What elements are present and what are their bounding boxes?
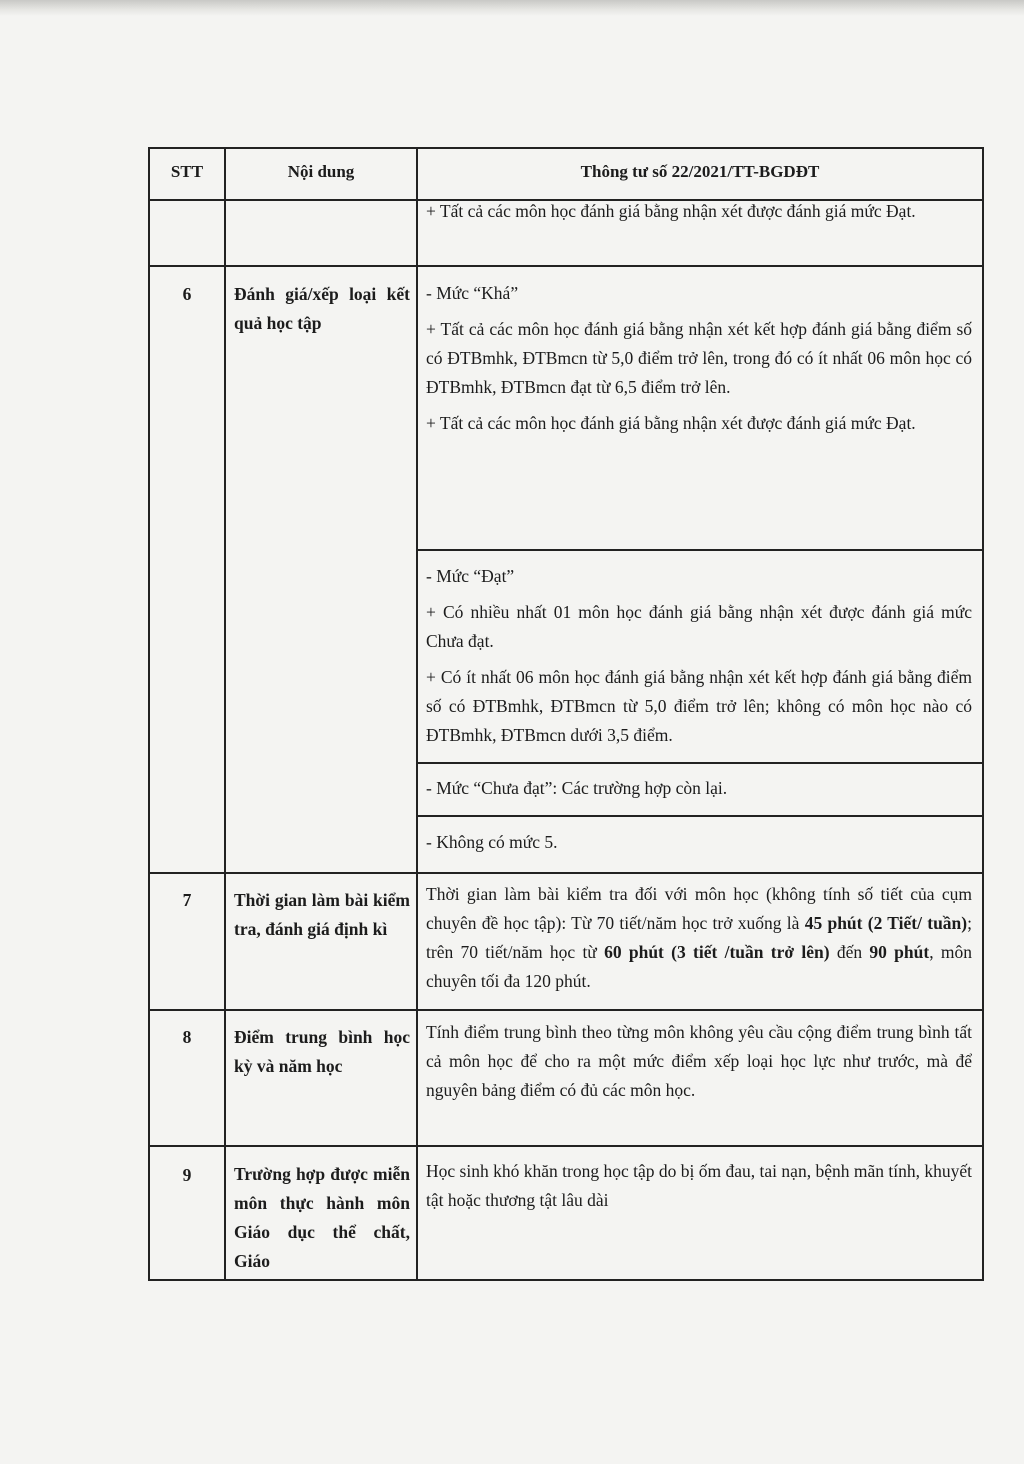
column-divider-stt: [224, 147, 226, 1281]
row9-text: Học sinh khó khăn trong học tập do bị ốm đau, tai nạn, bệnh mãn tính, khuyết tật hoặc thương tật lâu dài: [426, 1161, 972, 1210]
row8-topic: Điểm trung bình học kỳ và năm học: [234, 1027, 410, 1076]
scan-edge: [0, 0, 1024, 16]
row8-text: Tính điểm trung bình theo từng môn không yêu cầu cộng điểm trung bình tất cả môn học để cho ra một mức điểm xếp loại học lực như trước, mà để nguyên bảng điểm có đủ các môn học.: [426, 1022, 972, 1100]
table-border-right: [982, 147, 984, 1281]
row7-bold-90-phut: 90 phút: [869, 942, 930, 962]
row7-text-part-4: , môn chuyên tối đa 120 phút.: [426, 942, 972, 991]
row8-stt: 8: [182, 1027, 192, 1047]
row6-stt: 6: [182, 284, 192, 304]
row6-muc5-block: [426, 828, 972, 857]
dat-criterion-1: + Có nhiều nhất 01 môn học đánh giá bằng nhận xét được đánh giá mức Chưa đạt.: [426, 602, 972, 651]
row-divider-8: [148, 1009, 984, 1011]
header-noi-dung: Nội dung: [287, 162, 355, 181]
subrow-divider-muc5: [416, 815, 984, 817]
row-divider-6: [148, 265, 984, 267]
row9-topic: Trường hợp được miễn môn thực hành môn Giáo dục thể chất, Giáo: [234, 1164, 410, 1271]
subrow-divider-chua-dat: [416, 762, 984, 764]
dat-title: - Mức “Đạt”: [426, 566, 515, 586]
kha-criterion-2: + Tất cả các môn học đánh giá bằng nhận xét được đánh giá mức Đạt.: [426, 413, 916, 433]
row6-kha-block: [426, 279, 972, 438]
row-divider-7: [148, 872, 984, 874]
row7-bold-60-phut: 60 phút (3 tiết /tuần trở lên): [604, 942, 830, 962]
row9-content: [426, 1157, 972, 1215]
column-divider-topic: [416, 147, 418, 1281]
row7-text: [426, 880, 972, 996]
row7-content: [426, 880, 972, 996]
table-border-top: [148, 147, 984, 149]
kha-title: - Mức “Khá”: [426, 283, 519, 303]
header-stt: STT: [170, 162, 204, 181]
kha-criterion-1: + Tất cả các môn học đánh giá bằng nhận xét kết hợp đánh giá bằng điểm số có ĐTBmhk, ĐTBmcn từ 5,0 điểm trở lên, trong đó có ít nhất 06 môn học có ĐTBmhk, ĐTBmcn đạt từ 6,5 điểm trở lên.: [426, 319, 972, 397]
subrow-divider-dat: [416, 549, 984, 551]
row6-topic: Đánh giá/xếp loại kết quả học tập: [234, 284, 410, 333]
chua-dat-line: - Mức “Chưa đạt”: Các trường hợp còn lại.: [426, 778, 728, 798]
comparison-table: [148, 147, 984, 1281]
row7-bold-45-phut: 45 phút (2 Tiết/ tuần): [804, 913, 968, 933]
row7-stt: 7: [182, 890, 192, 910]
table-border-left: [148, 147, 150, 1281]
row-divider-9: [148, 1145, 984, 1147]
continued-content: [426, 197, 972, 226]
dat-criterion-2: + Có ít nhất 06 môn học đánh giá bằng nhận xét kết hợp đánh giá bằng điểm số có ĐTBmhk, ĐTBmcn từ 5,0 điểm trở lên; không có môn học nào có ĐTBmhk, ĐTBmcn dưới 3,5 điểm.: [426, 667, 972, 745]
continued-line: + Tất cả các môn học đánh giá bằng nhận xét được đánh giá mức Đạt.: [426, 201, 916, 221]
row8-content: [426, 1018, 972, 1105]
row7-text-part-1: Thời gian làm bài kiểm tra đối với môn học (không tính số tiết của cụm chuyên đề học tập): Từ 70 tiết/năm học trở xuống là: [426, 884, 972, 933]
row7-text-part-3: đến: [829, 942, 870, 962]
row6-chua-dat-block: [426, 774, 972, 803]
muc5-line: - Không có mức 5.: [426, 832, 558, 852]
table-border-bottom: [148, 1279, 984, 1281]
row7-text-part-2: ; trên 70 tiết/năm học từ: [426, 913, 972, 962]
header-thong-tu: Thông tư số 22/2021/TT-BGDĐT: [580, 162, 820, 181]
row7-topic: Thời gian làm bài kiểm tra, đánh giá định kì: [234, 890, 410, 939]
row6-dat-block: [426, 562, 972, 750]
row9-stt: 9: [182, 1165, 192, 1185]
